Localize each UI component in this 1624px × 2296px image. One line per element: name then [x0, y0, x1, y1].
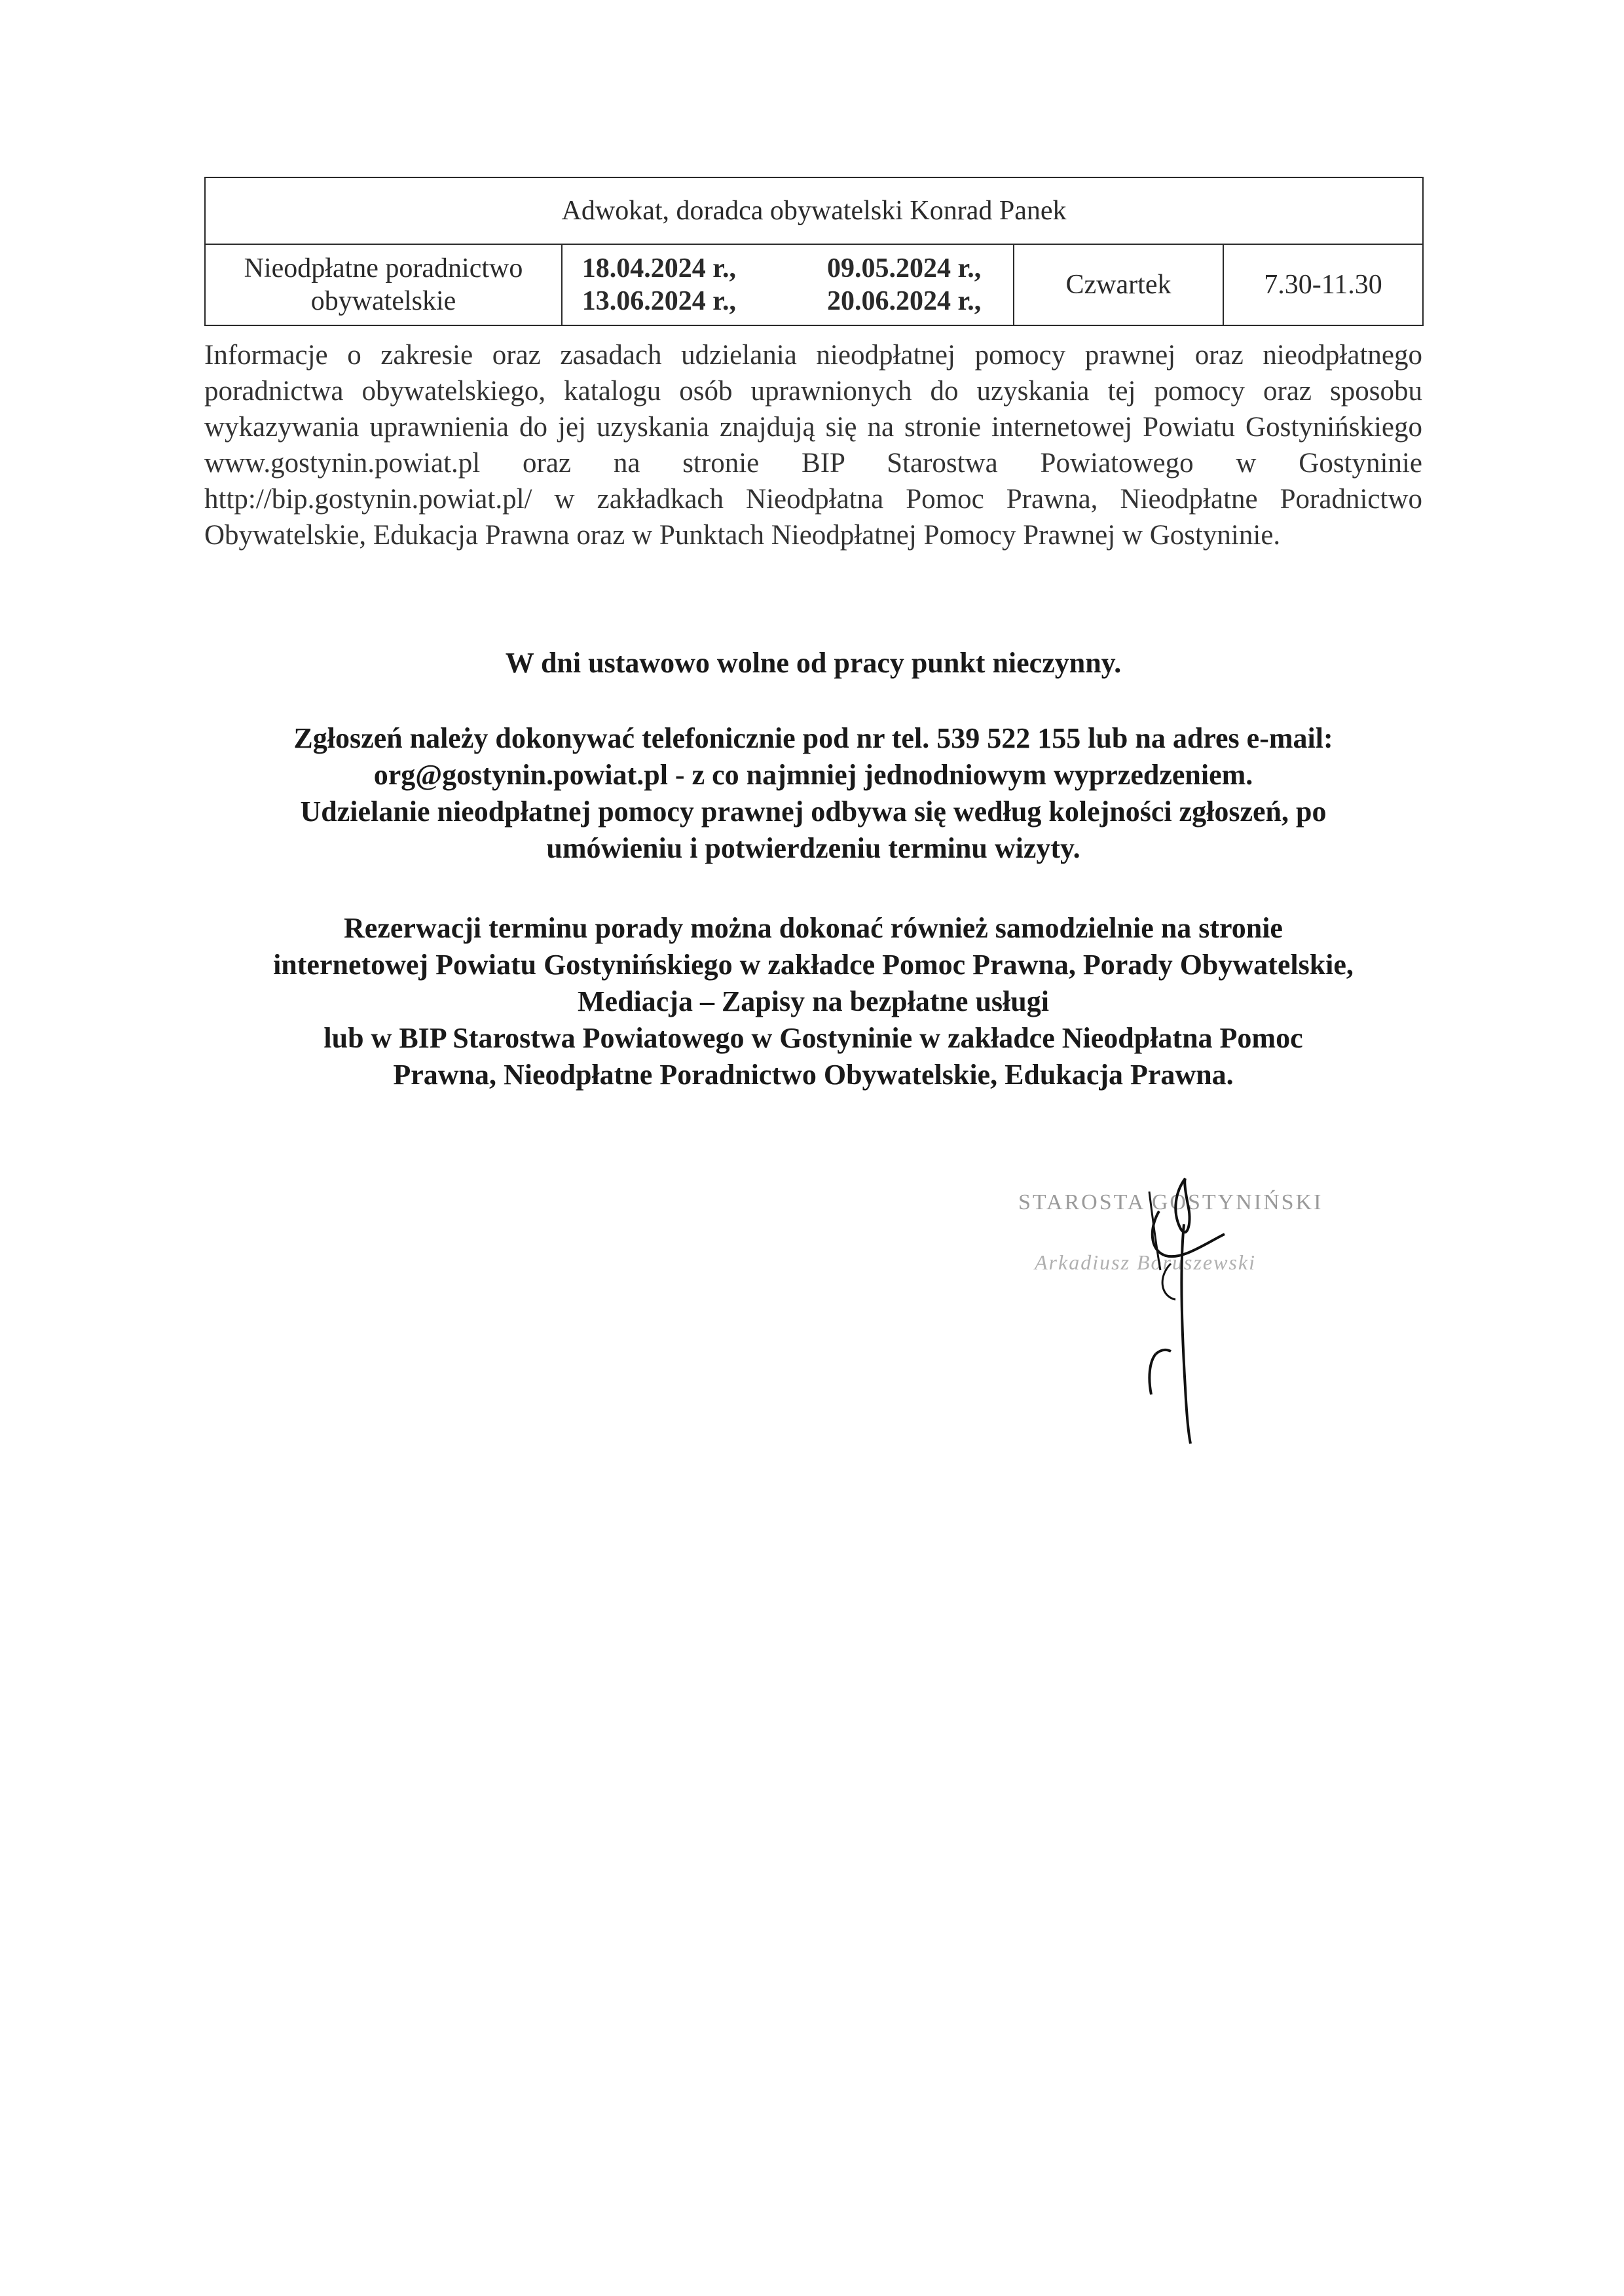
service-cell	[205, 244, 562, 325]
reservation-block	[204, 910, 1422, 1093]
schedule-table	[204, 177, 1424, 326]
date-2: 09.05.2024 r.,	[827, 253, 982, 283]
reservation-line-1: Rezerwacji terminu porady można dokonać również samodzielnie na stronie	[344, 912, 1283, 944]
official-stamp	[1008, 1172, 1414, 1447]
date-3: 13.06.2024 r.,	[581, 286, 737, 316]
date-1: 18.04.2024 r.,	[581, 253, 737, 283]
date-4: 20.06.2024 r.,	[827, 286, 982, 316]
stamp-name: Arkadiusz Boruszewski	[1035, 1250, 1256, 1274]
stamp-title: STAROSTA GOSTYNIŃSKI	[1018, 1190, 1323, 1214]
reservation-line-2: internetowej Powiatu Gostynińskiego w zakładce Pomoc Prawna, Porady Obywatelskie,	[273, 949, 1354, 981]
contact-line-2: org@gostynin.powiat.pl - z co najmniej jednodniowym wyprzedzeniem.	[373, 759, 1253, 791]
service-line-2: obywatelskie	[310, 286, 456, 316]
day-cell: Czwartek	[1014, 244, 1223, 325]
handwritten-signature	[1008, 1172, 1414, 1447]
schedule-table-wrapper	[204, 177, 1422, 326]
contact-line-1: Zgłoszeń należy dokonywać telefonicznie pod nr tel. 539 522 155 lub na adres e-mail:	[293, 722, 1333, 754]
info-paragraph: Informacje o zakresie oraz zasadach udzielania nieodpłatnej pomocy prawnej oraz nieodpłatnego poradnictwa obywatelskiego, katalogu osób uprawnionych do uzyskania tej pomocy oraz sposobu wykazywania uprawnienia do jej uzyskania znajdują się na stronie internetowej Powiatu Gostynińskiego www.gostynin.powiat.pl oraz na stronie BIP Starostwa Powiatowego w Gostyninie http://bip.gostynin.powiat.pl/ w zakładkach Nieodpłatna Pomoc Prawna, Nieodpłatne Poradnictwo Obywatelskie, Edukacja Prawna oraz w Punktach Nieodpłatnej Pomocy Prawnej w Gostyninie.	[204, 340, 1422, 551]
notice-closed: W dni ustawowo wolne od pracy punkt nieczynny.	[505, 647, 1122, 679]
dates-cell	[562, 244, 1014, 325]
reservation-line-4: lub w BIP Starostwa Powiatowego w Gostyninie w zakładce Nieodpłatna Pomoc	[323, 1022, 1303, 1054]
table-header-advocate: Adwokat, doradca obywatelski Konrad Panek	[205, 177, 1423, 244]
contact-block	[204, 720, 1422, 867]
reservation-line-3: Mediacja – Zapisy na bezpłatne usługi	[578, 985, 1049, 1017]
contact-line-4: umówieniu i potwierdzeniu terminu wizyty.	[546, 832, 1080, 864]
reservation-line-5: Prawna, Nieodpłatne Poradnictwo Obywatelskie, Edukacja Prawna.	[393, 1059, 1234, 1091]
service-line-1: Nieodpłatne poradnictwo	[244, 253, 523, 283]
hours-cell: 7.30-11.30	[1223, 244, 1423, 325]
contact-line-3: Udzielanie nieodpłatnej pomocy prawnej odbywa się według kolejności zgłoszeń, po	[300, 795, 1327, 828]
